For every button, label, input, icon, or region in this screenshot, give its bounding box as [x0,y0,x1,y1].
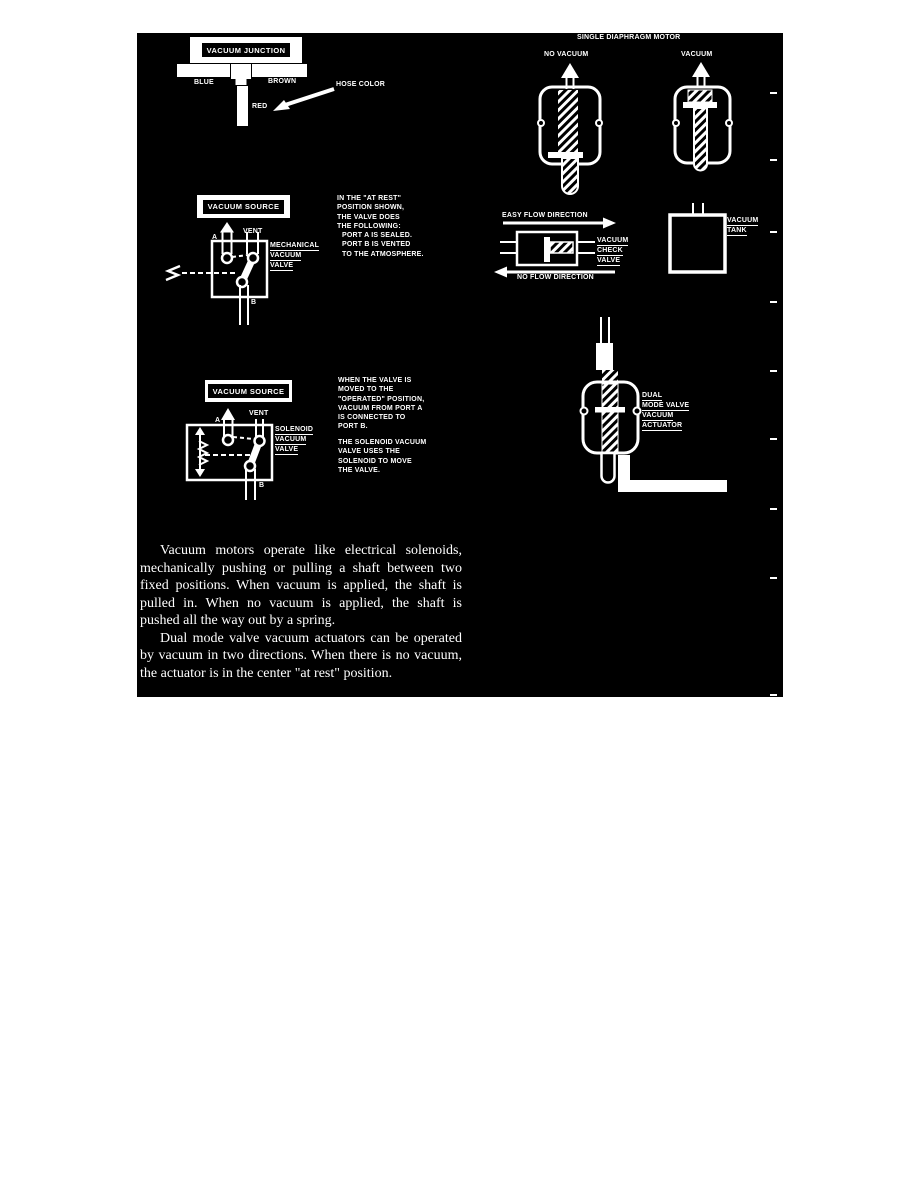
up-arrow-icon [692,62,710,77]
note-line: THE SOLENOID VACUUM [338,439,427,446]
vacuum-label: VACUUM [681,51,713,58]
port-b-label: B [251,299,257,306]
label-line: CHECK [597,247,623,254]
up-arrow-icon [561,63,579,78]
vacuum-source-title: VACUUM SOURCE [203,200,285,214]
spring-shaft [602,384,618,452]
note-line: VACUUM FROM PORT A [338,404,423,412]
red-hose-bar [237,86,248,126]
port-b-label: B [259,482,265,489]
hose-color-arrow-head [273,100,290,111]
pivot-vent [255,436,265,446]
pivot-vent [248,253,258,263]
note-line: THE VALVE DOES [337,213,400,221]
label-line: SOLENOID [275,426,314,433]
red-hose-label: RED [252,103,268,110]
solenoid-valve-note-2 [338,438,426,475]
vacuum-junction-title-box [190,37,302,63]
paragraph-dual-mode-actuators: Dual mode valve vacuum actuators can be operated by vacuum in two directions. When there is no vacuum, the actuator is in the center "at rest" position. [140,630,462,681]
diaphragm-motor-no-vacuum-art [538,63,602,194]
brown-hose-bar [252,64,307,77]
scan-edge-ticks [770,92,777,696]
label-line: VACUUM [642,412,674,419]
diaphragm-plate [595,407,625,413]
dual-mode-actuator-name-label [642,392,689,432]
vent-label: VENT [243,228,263,235]
compressed-spring [688,90,712,102]
tee-fitting [231,64,251,85]
vacuum-tank-name-label [727,217,758,237]
note-line: IS CONNECTED TO [338,414,406,422]
label-line: MODE VALVE [642,402,690,409]
crimp-left [538,120,544,126]
no-vacuum-label: NO VACUUM [544,51,589,58]
vacuum-arrow-icon [221,408,235,420]
crimp-left [673,120,679,126]
note-line: THE FOLLOWING: [337,222,401,230]
hose-connector [596,343,613,370]
valve-spring [550,242,573,253]
single-diaphragm-motor-title: SINGLE DIAPHRAGM MOTOR [577,34,681,41]
note-line: MOVED TO THE [338,386,394,394]
paragraph-vacuum-motors: Vacuum motors operate like electrical solenoids, mechanically pushing or pulling a shaft between two fixed positions. When vacuum is applied, the shaft is pulled in. When no vacuum is applied, the shaft is pushed all the way out by a spring. [140,543,462,628]
blue-hose-label: BLUE [194,79,214,86]
mechanical-valve-note [337,194,424,259]
note-line: SOLENOID TO MOVE [338,457,412,465]
port-a-label: A [212,234,218,241]
body-text [140,542,462,682]
vacuum-source-title-box-solenoid [205,380,292,402]
note-line: TO THE ATMOSPHERE. [342,250,424,258]
label-line: VALVE [275,446,299,453]
note-line: PORT A IS SEALED. [342,232,413,240]
note-line: WHEN THE VALVE IS [338,377,412,384]
vacuum-junction-art [177,64,334,126]
vent-label: VENT [249,410,269,417]
linkage-squiggle [166,266,180,280]
crimp-right [726,120,732,126]
label-line: VALVE [270,262,294,269]
hose-color-label: HOSE COLOR [336,81,386,88]
note-line: PORT B IS VENTED [342,241,411,249]
blue-hose-bar [177,64,230,77]
note-line: VALVE USES THE [338,448,401,456]
crimp-right [596,120,602,126]
label-line: VACUUM [275,436,307,443]
mechanical-valve-name-label [270,242,319,272]
pivot-elbow [237,277,247,287]
label-line: DUAL [642,392,663,399]
spring-shaft [558,90,578,152]
note-line: POSITION SHOWN, [337,204,405,212]
crimp-left [581,408,588,415]
label-line: ACTUATOR [642,422,683,429]
retracted-shaft [694,108,707,171]
note-line: PORT B. [338,423,368,431]
note-line: THE VALVE. [338,466,381,474]
pivot-a [222,253,232,263]
port-a-label: A [215,417,221,424]
vacuum-tank-art [670,203,725,272]
no-flow-direction-label: NO FLOW DIRECTION [517,274,594,281]
label-line: VACUUM [597,237,629,244]
valve-disc [544,237,550,262]
vacuum-diagrams-figure [137,33,783,697]
bottom-shaft [602,453,615,483]
note-line: IN THE "AT REST" [337,195,402,202]
hose-color-arrow-shaft [285,89,334,105]
vacuum-arrow-icon [220,222,234,233]
elbow-pipe [618,455,727,492]
easy-flow-direction-label: EASY FLOW DIRECTION [502,212,588,219]
label-line: VACUUM [727,217,759,224]
diaphragm-motor-vacuum-art [673,62,732,171]
extended-shaft [562,158,578,194]
note-line: "OPERATED" POSITION, [338,395,425,403]
vacuum-source-title: VACUUM SOURCE [208,384,290,398]
label-line: VALVE [597,257,621,264]
brown-hose-label: BROWN [268,78,297,85]
vacuum-check-valve-name-label [597,237,628,267]
solenoid-valve-name-label [275,426,313,456]
label-line: TANK [727,227,747,234]
crimp-right [634,408,641,415]
solenoid-valve-note-1 [338,376,424,432]
tank-body [670,215,725,272]
pivot-a [223,435,233,445]
vacuum-source-title-box-mechanical [197,195,290,218]
label-line: MECHANICAL [270,242,320,249]
label-line: VACUUM [270,252,302,259]
vacuum-junction-title: VACUUM JUNCTION [202,43,291,57]
